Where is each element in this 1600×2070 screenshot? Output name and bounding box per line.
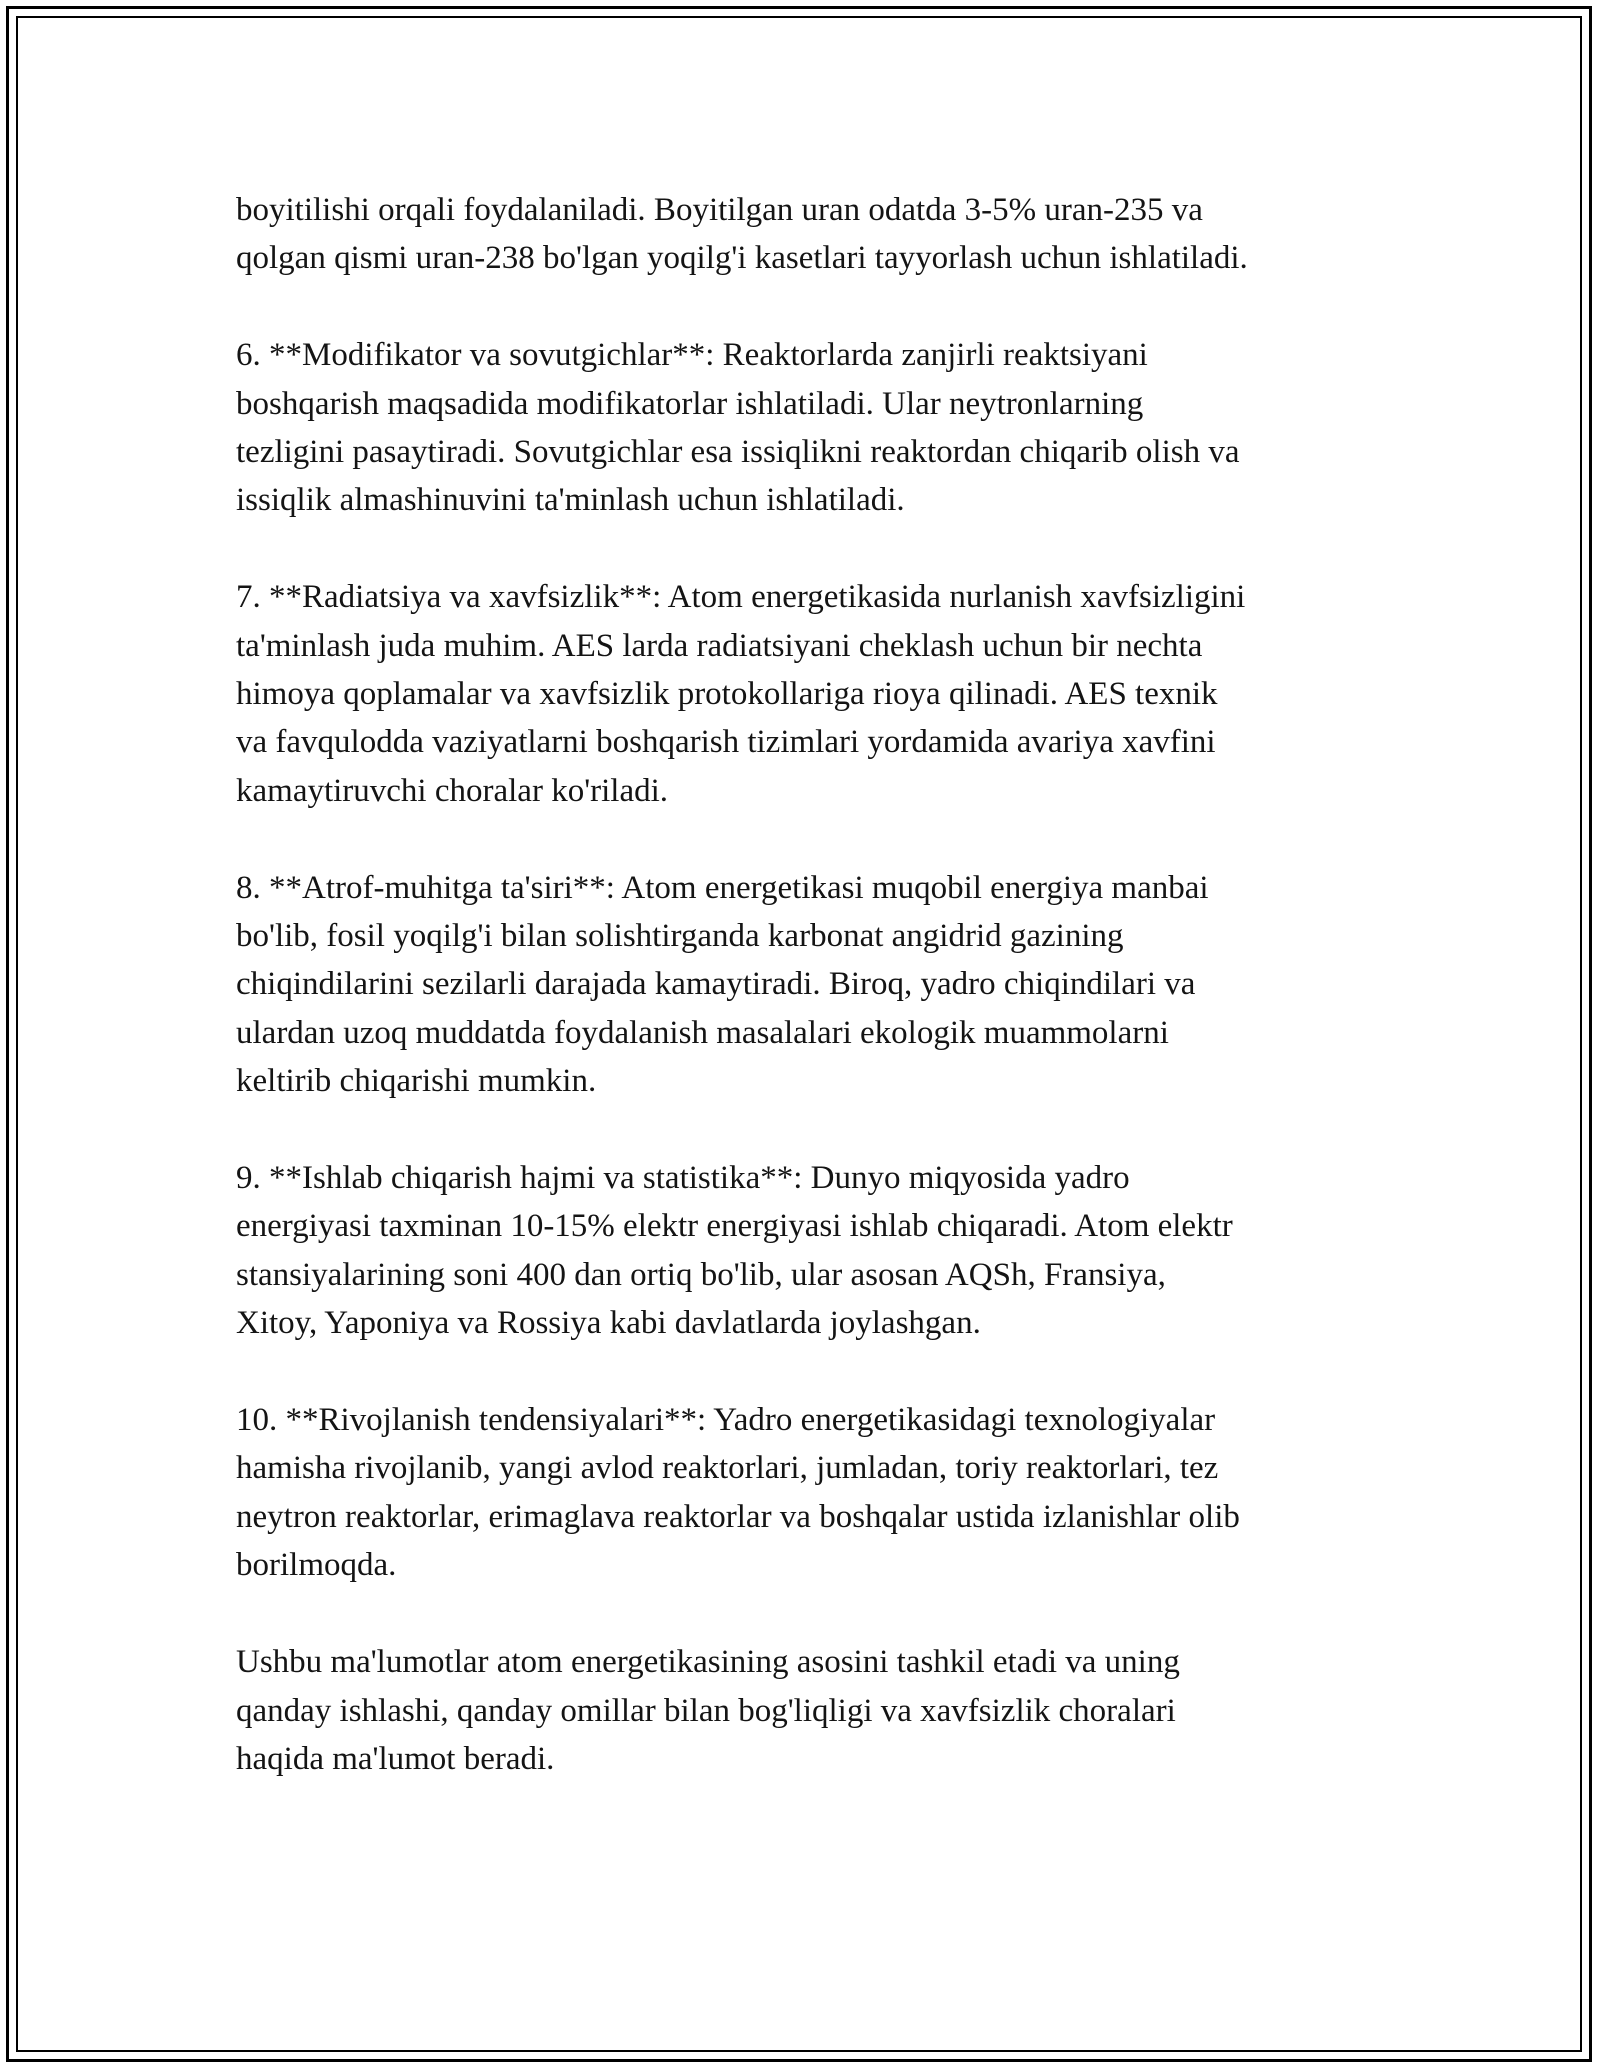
text-line: ulardan uzoq muddatda foydalanish masalalari ekologik muammolarni bbox=[236, 1014, 1169, 1051]
text-line: kamaytiruvchi choralar ko'riladi. bbox=[236, 772, 669, 809]
paragraph-item-7 bbox=[236, 573, 1386, 815]
text-line: himoya qoplamalar va xavfsizlik protokollariga rioya qilinadi. AES texnik bbox=[236, 676, 1218, 713]
text-line: bo'lib, fosil yoqilg'i bilan solishtirganda karbonat angidrid gazining bbox=[236, 918, 1124, 955]
text-line: tezligini pasaytiradi. Sovutgichlar esa issiqlikni reaktordan chiqarib olish va bbox=[236, 434, 1240, 471]
paragraph-item-6 bbox=[236, 331, 1386, 525]
text-line: neytron reaktorlar, erimaglava reaktorlar va boshqalar ustida izlanishlar olib bbox=[236, 1498, 1240, 1535]
text-line: va favqulodda vaziyatlarni boshqarish tizimlari yordamida avariya xavfini bbox=[236, 724, 1216, 761]
text-line: 10. **Rivojlanish tendensiyalari**: Yadro energetikasidagi texnologiyalar bbox=[236, 1402, 1216, 1439]
text-line: Xitoy, Yaponiya va Rossiya kabi davlatlarda joylashgan. bbox=[236, 1305, 981, 1342]
text-line: 9. **Ishlab chiqarish hajmi va statistika**: Dunyo miqyosida yadro bbox=[236, 1160, 1130, 1197]
text-line: boyitilishi orqali foydalaniladi. Boyitilgan uran odatda 3-5% uran-235 va bbox=[236, 192, 1203, 228]
text-line: qanday ishlashi, qanday omillar bilan bog'liqligi va xavfsizlik choralari bbox=[236, 1692, 1176, 1729]
paragraph-conclusion bbox=[236, 1638, 1386, 1783]
text-line: stansiyalarining soni 400 dan ortiq bo'lib, ular asosan AQSh, Fransiya, bbox=[236, 1256, 1166, 1293]
text-line: qolgan qismi uran-238 bo'lgan yoqilg'i kasetlari tayyorlash uchun ishlatiladi. bbox=[236, 240, 1248, 277]
text-line: chiqindilarini sezilarli darajada kamaytiradi. Biroq, yadro chiqindilari va bbox=[236, 966, 1196, 1003]
text-line: energiyasi taxminan 10-15% elektr energiyasi ishlab chiqaradi. Atom elektr bbox=[236, 1208, 1233, 1245]
text-line: keltirib chiqarishi mumkin. bbox=[236, 1063, 597, 1100]
text-line: issiqlik almashinuvini ta'minlash uchun ishlatiladi. bbox=[236, 482, 905, 519]
paragraph-item-10 bbox=[236, 1396, 1386, 1590]
text-line: 7. **Radiatsiya va xavfsizlik**: Atom energetikasida nurlanish xavfsizligini bbox=[236, 579, 1246, 616]
text-line: hamisha rivojlanib, yangi avlod reaktorlari, jumladan, toriy reaktorlari, tez bbox=[236, 1450, 1219, 1487]
text-line: ta'minlash juda muhim. AES larda radiatsiyani cheklash uchun bir nechta bbox=[236, 627, 1203, 664]
text-line: Ushbu ma'lumotlar atom energetikasining asosini tashkil etadi va uning bbox=[236, 1644, 1180, 1681]
paragraph-item-9 bbox=[236, 1154, 1386, 1348]
text-line: haqida ma'lumot beradi. bbox=[236, 1740, 555, 1777]
text-line: boshqarish maqsadida modifikatorlar ishlatiladi. Ular neytronlarning bbox=[236, 385, 1144, 422]
text-line: 8. **Atrof-muhitga ta'siri**: Atom energetikasi muqobil energiya manbai bbox=[236, 869, 1209, 906]
paragraph-item-8 bbox=[236, 864, 1386, 1106]
document-body bbox=[236, 186, 1386, 1783]
text-line: 6. **Modifikator va sovutgichlar**: Reaktorlarda zanjirli reaktsiyani bbox=[236, 337, 1148, 374]
text-line: borilmoqda. bbox=[236, 1547, 397, 1584]
paragraph-intro-continuation bbox=[236, 186, 1386, 283]
